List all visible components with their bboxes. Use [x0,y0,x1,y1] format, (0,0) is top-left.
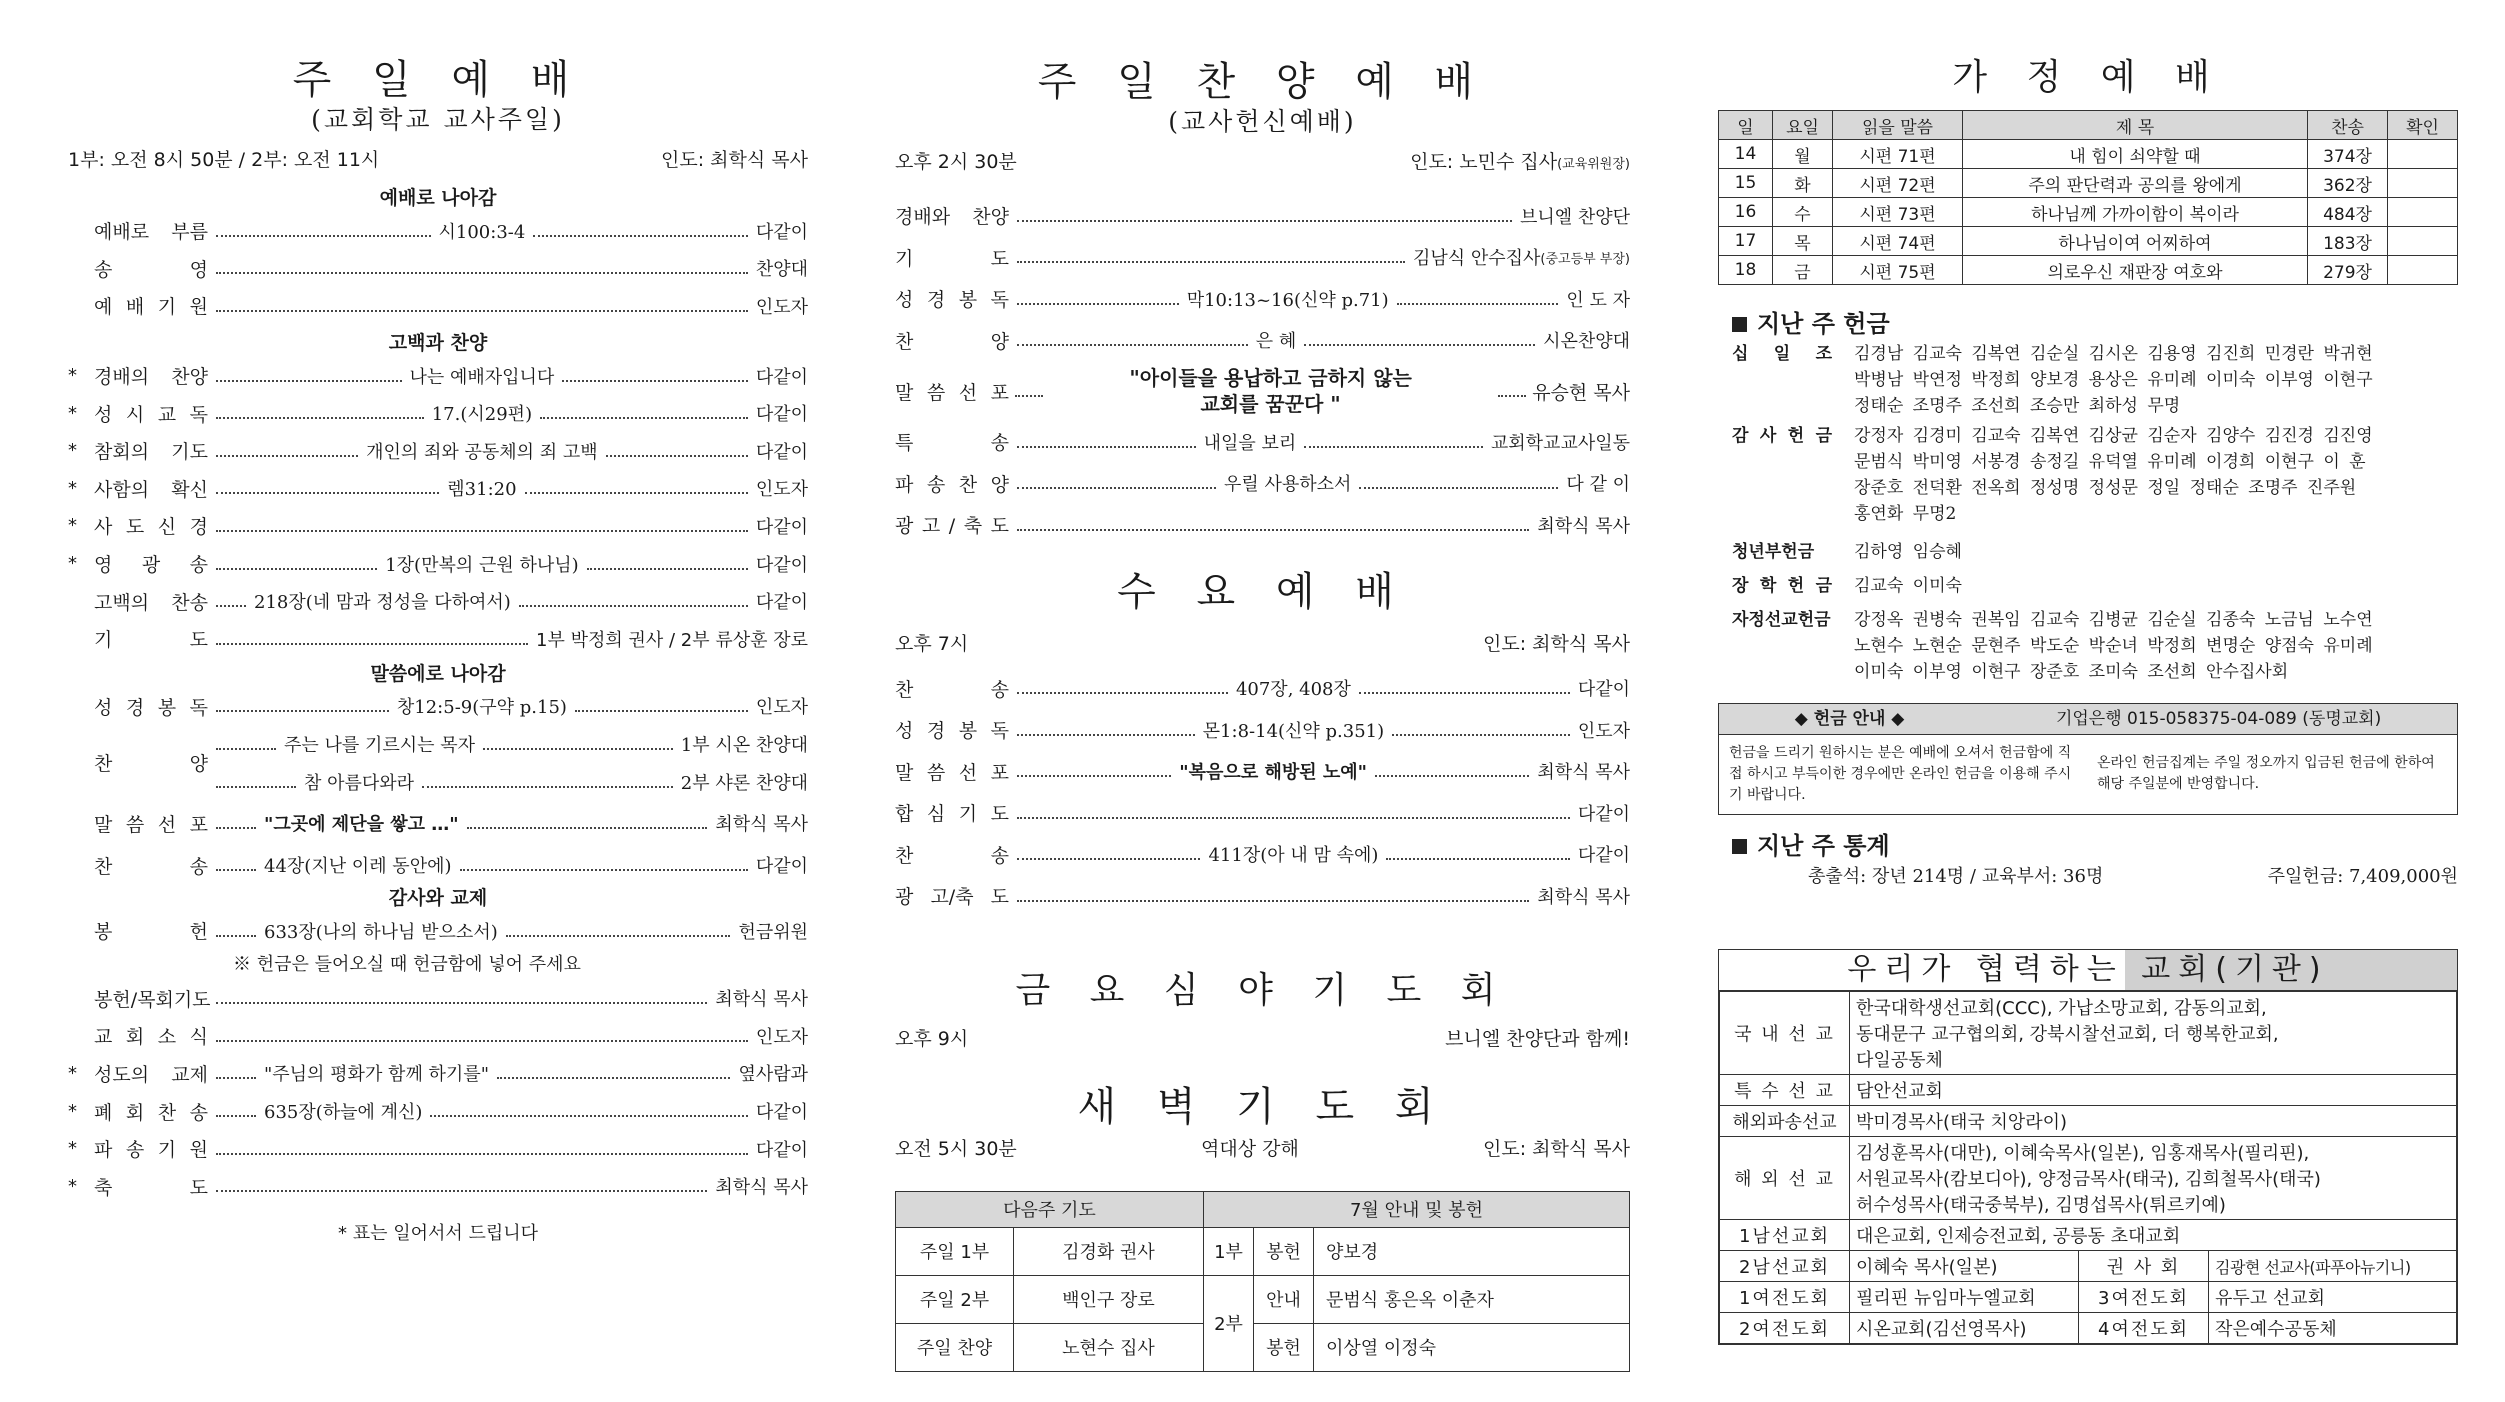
order-row: * 성도의 교제 "주님의 평화가 함께 하기를" 옆사람과 [68,1062,808,1086]
table-row: 주일 1부 김경화 권사 1부 봉헌 양보경 [896,1227,1630,1275]
sunday-title: 주 일 예 배 [292,57,584,103]
partner-churches [1718,949,2458,1345]
praise-subtitle: (교사헌신예배) [1168,107,1357,136]
order-row: 경배와 찬양 브니엘 찬양단 [895,206,1630,229]
order-row: * 영 광 송 1장(만복의 근원 하나님) 다같이 [68,553,808,577]
order-row: * 사함의 확신 렘31:20 인도자 [68,477,808,501]
order-row: 성 경 봉 독 몬1:8-14(신약 p.351) 인도자 [895,720,1630,743]
table-row: 18 금 시편 75편 의로우신 재판장 여호와 279장 [1719,256,2458,285]
table-row: 1여전도회 필리핀 뉴임마누엘교회 3여전도회 유두고 선교회 [1720,1282,2457,1313]
offering-note: ※ 헌금은 들어오실 때 헌금함에 넣어 주세요 [233,953,581,975]
offering-heading: 지난 주 헌금 [1732,307,2458,341]
family-title: 가 정 예 배 [1952,57,2224,98]
dawn-title: 새 벽 기 도 회 [1077,1083,1448,1130]
table-row: 1남선교회 대은교회, 인제승전교회, 공릉동 초대교회 [1720,1220,2457,1251]
order-row: 예배로 부름 시100:3-4 다같이 [94,221,808,244]
info-column [1718,0,2458,1402]
friday-title: 금 요 심 야 기 도 회 [1015,969,1510,1011]
standing-footnote: * 표는 일어서서 드립니다 [337,1223,539,1245]
bank-account: 기업은행 015-058375-04-089 (동명교회) [2055,709,2382,729]
order-row: 찬 송 407장, 408장 다같이 [895,678,1630,701]
order-row: * 파 송 기 원 다같이 [68,1138,808,1162]
table-row: 16 수 시편 73편 하나님께 가까이함이 복이라 484장 [1719,198,2458,227]
square-bullet-icon [1732,839,1747,854]
choir-row: 주는 나를 기르시는 목자 1부 시온 찬양대 [208,725,808,763]
afternoon-worship-column [895,0,1630,1402]
order-list-2 [68,357,808,658]
offering-group: 장 학 헌 금 김교숙 이미숙 [1732,576,1962,596]
section-heading: 말씀에로 나아감 [370,662,506,685]
order-row: 파 송 찬 양 우릴 사용하소서 다 같 이 [895,473,1630,496]
wednesday-meta: 오후 7시 인도: 최학식 목사 [895,632,1630,655]
wednesday-title: 수 요 예 배 [1117,568,1408,615]
offering-group: 감 사 헌 금 강정자 김경미 김교숙 김복연 김상균 김순자 김양수 김진경 김진영 문범식 박미영 서봉경 송정길 유덕열 유미례 이경희 이현구 이 훈 장준호 전덕환 전옥희 정성명 정성문 정일 정태순 조명주 진주원 홍연화 무명2 [1732,426,2373,524]
order-row: * 사 도 신 경 다같이 [68,515,808,539]
friday-meta: 오후 9시 브니엘 찬양단과 함께! [895,1027,1630,1050]
praise-meta: 오후 2시 30분 인도: 노민수 집사(교육위원장) [895,151,1630,173]
stats-line: 총출석: 장년 214명 / 교육부서: 36명 주일헌금: 7,409,000원 [1808,866,2458,887]
order-row: 말 씀 선 포 "복음으로 해방된 노예" 최학식 목사 [895,761,1630,784]
sunday-leader: 인도: 최학식 목사 [661,149,808,171]
order-row: 찬 양 은 혜 시온찬양대 [895,330,1630,353]
choir-block: 찬 양 주는 나를 기르시는 목자 1부 시온 찬양대 참 아름다와라 2부 샤론 찬양대 [68,725,808,800]
table-row: 국 내 선 교 한국대학생선교회(CCC), 가납소망교회, 감동의교회, 동대문구 교구협의회, 강북시찰선교회, 더 행복한교회, 다일공동체 [1720,992,2457,1075]
order-list-1 [68,212,808,325]
table-row: 15 화 시편 72편 주의 판단력과 공의를 왕에게 362장 [1719,169,2458,198]
family-worship-table: 일 요일 읽을 말씀 제 목 찬송 확인 14 월 시편 71편 내 힘이 쇠약할 때 374장 15 화 시편 72편 주의 판단력과 공의를 왕에게 362장 16 수 시편 73편 하나님께 가까이함이 복이라 484장 17 목 시편 74편 하나님이여 어찌하여 183장 18 금 시편 75편 의로우신 재판장 여호와 279장 [1718,110,2458,285]
table-row: 17 목 시편 74편 하나님이여 어찌하여 183장 [1719,227,2458,256]
offering-info-box: ◆ 헌금 안내 ◆ 기업은행 015-058375-04-089 (동명교회) 헌금을 드리기 원하시는 분은 예배에 오셔서 헌금함에 직접 하시고 부득이한 경우에만 온라인 헌금을 이용해 주시기 바랍니다. 온라인 헌금집계는 주일 정오까지 입금된 헌금에 한하여 해당 주일분에 반영합니다. [1718,703,2458,815]
section-heading: 예배로 나아감 [379,187,497,209]
praise-title: 주 일 찬 양 예 배 [1037,59,1488,105]
partner-table [1719,991,2457,1344]
order-row: 말 씀 선 포 "그곳에 제단을 쌓고 …" 최학식 목사 [94,813,808,836]
sunday-meta [68,146,808,174]
stats-heading: 지난 주 통계 [1732,829,2458,863]
sunday-worship-column [68,0,808,1402]
table-row: 2여전도회 시온교회(김선영목사) 4여전도회 작은예수공동체 [1720,1313,2457,1344]
offering-group: 청년부헌금 김하영 임승혜 [1732,542,1962,562]
table-row: 2남선교회 이혜숙 목사(일본) 권 사 회 김광현 선교사(파푸아뉴기니) [1720,1251,2457,1282]
table-row: 해 외 선 교 김성훈목사(대만), 이혜숙목사(일본), 임홍재목사(필리핀), 서원교목사(캄보디아), 양정금목사(태국), 김희철목사(태국) 허수성목사(태국중북부), 김명섭목사(튀르키예) [1720,1137,2457,1220]
order-row: 교 회 소 식 인도자 [94,1026,808,1049]
order-row: * 폐 회 찬 송 635장(하늘에 계신) 다같이 [68,1100,808,1124]
order-row: 찬 송 411장(아 내 맘 속에) 다같이 [895,844,1630,867]
table-row: 주일 찬양 노현수 집사 봉헌 이상열 이정숙 [896,1323,1630,1371]
table-row: 주일 2부 백인구 장로 2부 안내 문범식 홍은옥 이춘자 [896,1275,1630,1323]
order-row: * 축 도 최학식 목사 [68,1175,808,1199]
partner-title: 우리가 협력하는 교회(기관) [1719,950,2457,991]
section-heading: 감사와 교제 [388,886,488,909]
praise-sermon: 말 씀 선 포 "아이들을 용납하고 금하지 않는 교회를 꿈꾼다 " 유승현 목사 [895,366,1630,416]
prayer-schedule-table: 다음주 기도 7월 안내 및 봉헌 주일 1부 김경화 권사 1부 봉헌 양보경 주일 2부 백인구 장로 2부 안내 문범식 홍은옥 이춘자 주일 찬양 노현수 집사 봉헌 이상열 이정숙 [895,1191,1630,1372]
order-row: * 경배의 찬양 나는 예배자입니다 다같이 [68,365,808,389]
sunday-time: 1부: 오전 8시 50분 / 2부: 오전 11시 [68,149,380,171]
table-row: 14 월 시편 71편 내 힘이 쇠약할 때 374장 [1719,140,2458,169]
order-row: 광 고 / 축 도 최학식 목사 [895,515,1630,538]
table-row: 해외파송선교 박미경목사(태국 치앙라이) [1720,1106,2457,1137]
order-row: 성 경 봉 독 창12:5-9(구약 p.15) 인도자 [94,696,808,719]
order-row: 찬 송 44장(지난 이레 동안에) 다같이 [94,855,808,878]
order-row: 특 송 내일을 보리 교회학교교사일동 [895,432,1630,455]
wednesday-order [895,668,1630,917]
order-row: 송 영 찬양대 [94,258,808,281]
order-row: 광 고/축 도 최학식 목사 [895,886,1630,909]
dawn-meta: 오전 5시 30분 역대상 강해 인도: 최학식 목사 [895,1137,1630,1160]
section-heading: 고백과 찬양 [388,331,488,354]
order-row: 기 도 김남식 안수집사 (중고등부 부장) [895,247,1630,270]
order-row: * 성 시 교 독 17.(시29편) 다같이 [68,402,808,426]
order-row: 합 심 기 도 다같이 [895,803,1630,826]
order-row: 예 배 기 원 인도자 [94,296,808,319]
sunday-subtitle: (교회학교 교사주일) [311,105,565,134]
order-row: * 참회의 기도 개인의 죄와 공동체의 죄 고백 다같이 [68,440,808,464]
offering-group: 십 일 조 김경남 김교숙 김복연 김순실 김시온 김용영 김진희 민경란 박귀현 박병남 박연정 박정희 양보경 용상은 유미례 이미숙 이부영 이현구 정태순 조명주 조선희 조승만 최하성 무명 [1732,344,2373,416]
order-row: 봉 헌 633장(나의 하나님 받으소서) 헌금위원 [94,921,808,944]
offering-list [1718,341,2458,685]
praise-order [895,195,1630,546]
order-list-4 [68,980,808,1206]
order-row: 기 도 1부 박정희 권사 / 2부 류상훈 장로 [94,629,808,652]
offering-group: 자정선교헌금 강정옥 권병숙 권복임 김교숙 김병균 김순실 김종숙 노금님 노수연 노현수 노현순 문현주 박도순 박순녀 박정희 변명순 양점숙 유미례 이미숙 이부영 이현구 장준호 조미숙 조선희 안수집사회 [1732,610,2373,682]
order-row: 봉헌/목회기도 최학식 목사 [94,988,808,1011]
square-bullet-icon [1732,317,1747,332]
order-row: 성 경 봉 독 막10:13~16(신약 p.71) 인 도 자 [895,289,1630,312]
choir-row: 참 아름다와라 2부 샤론 찬양대 [208,763,808,801]
order-row: 고백의 찬송 218장(네 맘과 정성을 다하여서) 다같이 [94,591,808,614]
table-row: 특 수 선 교 담안선교회 [1720,1075,2457,1106]
